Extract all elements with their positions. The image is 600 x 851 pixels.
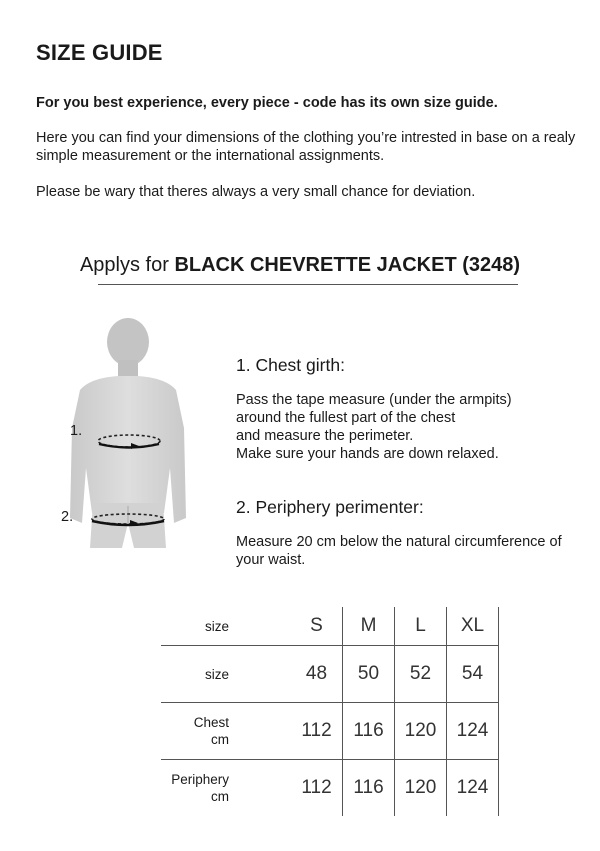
periphery-title: 2. Periphery perimenter: (236, 497, 424, 517)
table-cell: 116 (343, 703, 395, 760)
table-cell: 54 (447, 646, 499, 703)
intro-text: Here you can find your dimensions of the clothing you’re intrested in base on a realy simple measurement or the international assignments. (36, 130, 576, 164)
table-cell: 124 (447, 760, 499, 817)
table-cell: 112 (291, 703, 343, 760)
heading-divider (98, 284, 518, 285)
size-header: M (343, 607, 395, 646)
chest-girth-description: Pass the tape measure (under the armpits) around the fullest part of the chest and measure the perimeter. Make sure your hands are down relaxed. (236, 392, 512, 462)
table-header-row (161, 607, 499, 646)
table-cell: 48 (291, 646, 343, 703)
row-label: size (161, 646, 291, 703)
table-cell: 120 (395, 703, 447, 760)
chest-tape-icon (93, 428, 165, 456)
table-cell: 52 (395, 646, 447, 703)
waist-tape-icon (86, 508, 170, 534)
body-figure (60, 318, 210, 553)
header-label: size (204, 618, 229, 634)
row-label: Periphery cm (161, 760, 291, 817)
table-cell: 112 (291, 760, 343, 817)
table-cell: 124 (447, 703, 499, 760)
product-prefix: Applys for (79, 254, 169, 276)
intro-bold-text: For you best experience, every piece - code has its own size guide. (36, 95, 498, 111)
product-heading (0, 254, 600, 277)
chest-marker: 1. (70, 423, 83, 439)
size-table (161, 607, 499, 816)
table-row (161, 703, 499, 760)
size-header: XL (447, 607, 499, 646)
table-cell: 120 (395, 760, 447, 817)
deviation-warning: Please be wary that theres always a very small chance for deviation. (36, 184, 476, 200)
table-cell: 116 (343, 760, 395, 817)
table-row (161, 646, 499, 703)
waist-marker: 2. (61, 509, 74, 525)
periphery-description: Measure 20 cm below the natural circumference of your waist. (236, 534, 562, 568)
row-label: Chest cm (161, 703, 291, 760)
size-header: S (310, 615, 323, 636)
table-cell: 50 (343, 646, 395, 703)
chest-girth-title: 1. Chest girth: (236, 355, 345, 375)
product-name: BLACK CHEVRETTE JACKET (3248) (174, 254, 521, 276)
table-row (161, 760, 499, 817)
page-title: SIZE GUIDE (36, 40, 163, 65)
size-header: L (395, 607, 447, 646)
